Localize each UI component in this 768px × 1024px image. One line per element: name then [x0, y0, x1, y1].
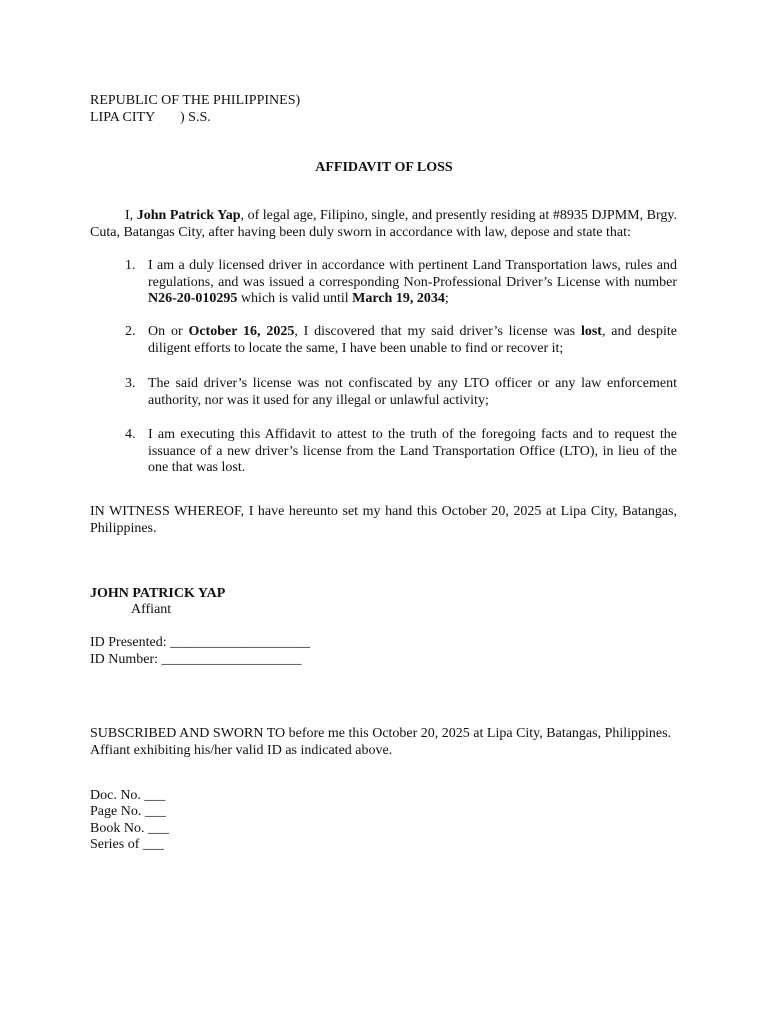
signatory-name: JOHN PATRICK YAP — [90, 586, 226, 601]
item-number: 3. — [125, 376, 136, 391]
caption-city: LIPA CITY — [90, 110, 156, 125]
jurat-line-2: Affiant exhibiting his/her valid ID as indicated above. — [90, 743, 393, 758]
item-number: 1. — [125, 258, 136, 273]
jurat-line-1: SUBSCRIBED AND SWORN TO before me this October 20, 2025 at Lipa City, Batangas, Philippines. — [90, 726, 672, 741]
license-expiry: March 19, 2034 — [352, 291, 445, 306]
series-field: Series of ___ — [90, 837, 164, 852]
item-text: The said driver’s license was not confiscated by any LTO officer or any law enforcement authority, nor was it used for any illegal or unlawful activity; — [148, 376, 677, 408]
item-text — [148, 324, 677, 357]
id-number-field: ID Number: ____________________ — [90, 652, 302, 667]
affiant-name-inline: John Patrick Yap — [136, 208, 241, 223]
item-number: 4. — [125, 427, 136, 442]
item-number: 2. — [125, 324, 136, 339]
item-text-part: I am a duly licensed driver in accordance with pertinent Land Transportation laws, rules and regulations, and was issued a corresponding Non-Professional Driver’s License with number — [148, 258, 677, 290]
statement-item-1 — [125, 258, 677, 308]
signatory-role: Affiant — [131, 602, 172, 617]
statement-item-4 — [125, 427, 677, 477]
id-presented-field: ID Presented: ____________________ — [90, 635, 311, 650]
caption-ss: ) S.S. — [180, 110, 211, 125]
item-text-part: , and despite diligent efforts to locate the same, I have been unable to find or recover it; — [148, 324, 677, 356]
item-text-part: , I discovered that my said driver’s license was — [294, 324, 581, 339]
doc-no-field: Doc. No. ___ — [90, 788, 166, 803]
document-title: AFFIDAVIT OF LOSS — [315, 160, 453, 175]
intro-paragraph — [90, 208, 677, 241]
page-no-field: Page No. ___ — [90, 804, 166, 819]
license-number: N26-20-010295 — [148, 291, 238, 306]
item-text-part: ; — [444, 291, 449, 306]
book-no-field: Book No. ___ — [90, 821, 169, 836]
lost-word: lost — [580, 324, 602, 339]
intro-post: , of legal age, Filipino, single, and presently residing at #8935 DJPMM, Brgy. Cuta, Batangas City, after having been duly sworn in accordance with law, depose and state that: — [90, 208, 677, 240]
item-text-part: On or — [148, 324, 189, 339]
item-text: I am executing this Affidavit to attest to the truth of the foregoing facts and to request the issuance of a new driver’s license from the Land Transportation Office (LTO), in lieu of the one that was lost. — [148, 427, 677, 475]
statement-item-3 — [125, 376, 677, 409]
caption-republic: REPUBLIC OF THE PHILIPPINES) — [90, 93, 301, 108]
item-text — [148, 258, 677, 308]
item-text-part: which is valid until — [237, 291, 353, 306]
statement-item-2 — [125, 324, 677, 357]
loss-date: October 16, 2025 — [188, 324, 295, 339]
intro-pre: I, — [125, 208, 137, 223]
witness-paragraph: IN WITNESS WHEREOF, I have hereunto set my hand this October 20, 2025 at Lipa City, Batangas, Philippines. — [90, 504, 677, 536]
